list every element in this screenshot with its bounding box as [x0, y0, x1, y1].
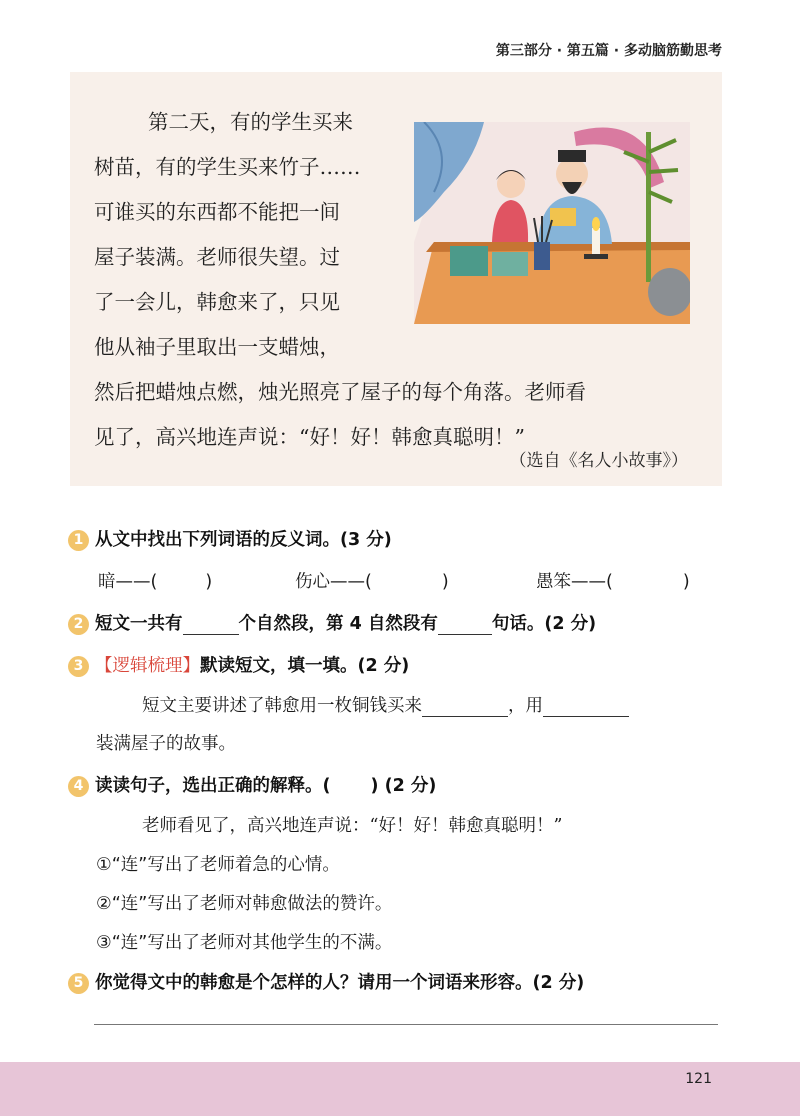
question-5: 5 你觉得文中的韩愈是个怎样的人？请用一个词语来形容。(2 分)	[68, 969, 584, 994]
question-1	[68, 526, 392, 551]
page-number: 121	[685, 1071, 712, 1087]
question-number-badge: 3	[68, 656, 89, 677]
passage-line: 可谁买的东西都不能把一间	[94, 200, 340, 224]
question-number-badge: 1	[68, 530, 89, 551]
antonym-item: 暗——( )	[98, 572, 213, 592]
fill-line: 短文主要讲述了韩愈用一枚铜钱买来 ，用	[142, 692, 629, 717]
passage-line: 了一会儿，韩愈来了，只见	[94, 290, 340, 314]
answer-blank[interactable]	[422, 698, 508, 717]
answer-blank[interactable]	[438, 616, 492, 635]
antonym-item: 伤心——( )	[295, 572, 449, 592]
antonym-item: 愚笨——( )	[536, 572, 690, 592]
quoted-sentence: 老师看见了，高兴地连声说：“好！好！韩愈真聪明！”	[142, 816, 563, 836]
passage-line: 树苗，有的学生买来竹子……	[94, 155, 361, 179]
question-number-badge: 4	[68, 776, 89, 797]
option-item[interactable]: ③“连”写出了老师对其他学生的不满。	[96, 933, 393, 953]
answer-blank[interactable]	[543, 698, 629, 717]
passage-line: 第二天，有的学生买来	[148, 110, 353, 134]
question-number-badge: 2	[68, 614, 89, 635]
passage-source: （选自《名人小故事》）	[509, 451, 688, 471]
answer-line[interactable]	[94, 1024, 718, 1025]
option-item[interactable]: ②“连”写出了老师对韩愈做法的赞许。	[96, 894, 393, 914]
question-4: 4 读读句子，选出正确的解释。( ) (2 分)	[68, 772, 436, 797]
passage-line: 然后把蜡烛点燃，烛光照亮了屋子的每个角落。老师看	[94, 380, 586, 404]
question-number-badge: 5	[68, 973, 89, 994]
story-passage	[94, 100, 704, 460]
page-header: 第三部分 · 第五篇 · 多动脑筋勤思考	[495, 43, 722, 59]
passage-line: 见了，高兴地连声说：“好！好！韩愈真聪明！”	[94, 425, 525, 449]
question-text: 从文中找出下列词语的反义词。(3 分)	[95, 530, 392, 550]
footer-band	[0, 1062, 800, 1116]
answer-blank[interactable]	[183, 616, 239, 635]
option-item[interactable]: ①“连”写出了老师着急的心情。	[96, 855, 340, 875]
question-3: 3 【逻辑梳理】默读短文，填一填。(2 分)	[68, 652, 409, 677]
passage-line: 他从袖子里取出一支蜡烛，	[94, 335, 340, 359]
question-2: 2 短文一共有 个自然段，第 4 自然段有 句话。(2 分)	[68, 610, 596, 635]
question-tag: 【逻辑梳理】	[95, 656, 200, 676]
fill-line: 装满屋子的故事。	[96, 734, 236, 754]
passage-line: 屋子装满。老师很失望。过	[94, 245, 340, 269]
